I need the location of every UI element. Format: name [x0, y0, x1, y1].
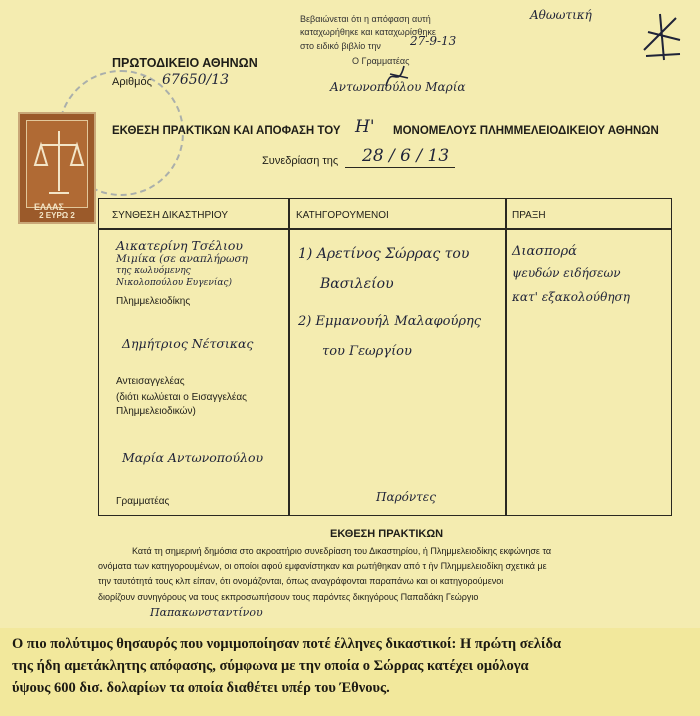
column-header-accused: ΚΑΤΗΓΟΡΟΥΜΕΝΟΙ	[296, 210, 389, 221]
minutes-title-prefix: ΕΚΘΕΣΗ ΠΡΑΚΤΙΚΩΝ ΚΑΙ ΑΠΟΦΑΣΗ ΤΟΥ	[112, 125, 341, 137]
clerk-role: Γραμματέας	[116, 496, 170, 507]
accused-2-name: 2) Εμμανουήλ Μαλαφούρης	[298, 314, 482, 329]
judge-name-line-1: Αικατερίνη Τσέλιου	[116, 238, 244, 253]
revenue-stamp-value: 2 ΕΥΡΩ 2	[39, 211, 75, 220]
prosecutor-note-line-1: (διότι κωλύεται ο Εισαγγελέας	[116, 392, 247, 403]
minutes-line-4: διορίζουν συνηγόρους να τους εκπροσωπήσουν τους παρόντες δικηγόρους Παπαδάκη Γεώργιο	[98, 592, 479, 602]
column-header-court-composition: ΣΥΝΘΕΣΗ ΔΙΚΑΣΤΗΡΙΟΥ	[112, 210, 229, 221]
accused-2-father: του Γεωργίου	[322, 344, 412, 359]
prosecutor-role: Αντεισαγγελέας	[116, 376, 185, 387]
judge-name-line-2: Μιμίκα (σε αναπλήρωση	[116, 253, 248, 265]
court-name: ΠΡΩΤΟΔΙΚΕΙΟ ΑΘΗΝΩΝ	[112, 56, 258, 70]
revenue-stamp-label: ΕΛΛΑΣ	[34, 202, 64, 212]
session-date: 28 / 6 / 13	[362, 146, 450, 166]
minutes-line-2: ονόματα των κατηγορουμένων, οι οποίοι αφού εμφανίστηκαν και ρωτήθηκαν από τ ἡν Πλημμελειοδίκη σχετικά με	[98, 561, 547, 571]
clerk-signature-top: Αντωνοπούλου Μαρία	[330, 80, 466, 94]
offence-line-2: ψευδών ειδήσεων	[512, 266, 621, 280]
minutes-title-suffix: ΜΟΝΟΜΕΛΟΥΣ ΠΛΗΜΜΕΛΕΙΟΔΙΚΕΙΟΥ ΑΘΗΝΩΝ	[393, 125, 659, 137]
certification-stamp-line-4: Ο Γραμματέας	[352, 56, 410, 66]
offence-line-3: κατ' εξακολούθηση	[512, 290, 630, 304]
accused-1-father: Βασιλείου	[320, 276, 394, 292]
case-number-value: 67650/13	[162, 72, 230, 88]
certification-date-handwritten: 27-9-13	[410, 34, 457, 48]
minutes-line-3: την ταυτότητά τους κλπ είπαν, ότι ονομάζονται, όπως αναγράφονται παραπάνω και οι κατηγορούμενοι	[98, 576, 504, 586]
offence-line-1: Διασπορά	[512, 244, 577, 259]
prosecutor-note-line-2: Πλημμελειοδικών)	[116, 406, 196, 417]
signature-scribble	[382, 60, 412, 90]
certification-stamp-line-1: Βεβαιώνεται ότι η απόφαση αυτή	[300, 14, 431, 24]
scales-of-justice-icon	[26, 120, 88, 208]
certification-stamp-line-3: στο ειδικό βιβλίο την	[300, 41, 381, 51]
prosecutor-name: Δημήτριος Νέτσικας	[122, 336, 254, 351]
minutes-line-5: Παπακωνσταντίνου	[150, 606, 263, 619]
present-note: Παρόντες	[376, 490, 436, 504]
corner-scribble-mark	[640, 10, 684, 64]
caption-line-1: Ο πιο πολύτιμος θησαυρός που νομιμοποίησαν ποτέ έλληνες δικαστικοί: Η πρώτη σελίδα	[12, 636, 562, 652]
column-header-offence: ΠΡΑΞΗ	[512, 210, 546, 221]
session-label: Συνεδρίαση της	[262, 155, 339, 167]
judge-name-line-3: της κωλυόμενης	[116, 266, 191, 276]
judge-name-line-4: Νικολοπούλου Ευγενίας)	[116, 278, 232, 288]
caption-line-3: ύψους 600 δισ. δολαρίων τα οποία διαθέτει υπέρ του Έθνους.	[12, 680, 390, 696]
case-number-label: Αριθμός	[112, 76, 152, 88]
minutes-section-title: ΕΚΘΕΣΗ ΠΡΑΚΤΙΚΩΝ	[330, 528, 444, 540]
accused-1-name: 1) Αρετίνος Σώρρας του	[298, 246, 470, 262]
certification-stamp-line-2: καταχωρήθηκε και καταχωρίσθηκε	[300, 27, 436, 37]
clerk-name: Μαρία Αντωνοπούλου	[122, 450, 264, 465]
judge-role: Πλημμελειοδίκης	[116, 296, 191, 307]
minutes-title-handwritten: Η'	[355, 117, 375, 137]
minutes-line-1: Κατά τη σημερινή δημόσια στο ακροατήριο συνεδρίαση του Δικαστηρίου, ἡ Πλημμελειοδίκης εκφώνησε τα	[132, 546, 552, 556]
caption-line-2: της ήδη αμετάκλητης απόφασης, σύμφωνα με την οποία ο Σώρρας κατέχει ομόλογα	[12, 658, 529, 674]
image-caption	[0, 628, 700, 716]
corner-note-handwritten: Αθωωτική	[530, 8, 592, 22]
